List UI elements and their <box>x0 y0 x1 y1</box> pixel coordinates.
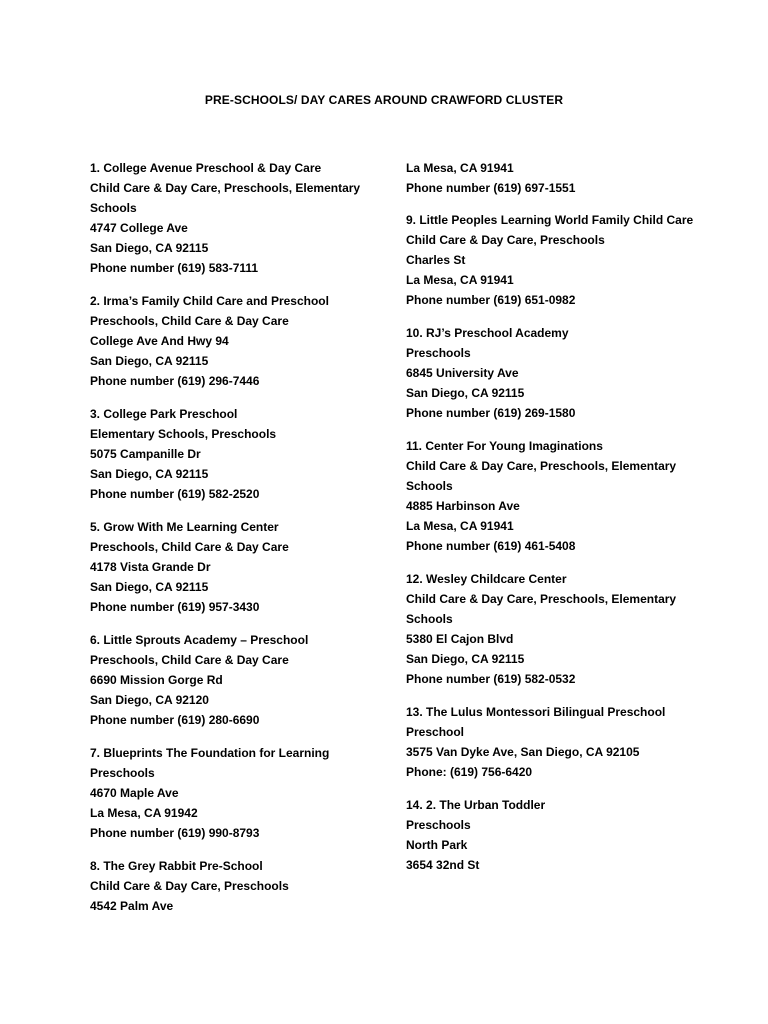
entry-name: 1. College Avenue Preschool & Day Care <box>90 161 322 175</box>
entry-phone: Phone number (619) 957-3430 <box>90 600 260 614</box>
entry-street: 4670 Maple Ave <box>90 786 179 800</box>
entry-street: 5075 Campanille Dr <box>90 447 201 461</box>
entry-street: 4885 Harbinson Ave <box>406 499 520 513</box>
entry-category: Preschools <box>406 818 471 832</box>
entry-category: Child Care & Day Care, Preschools <box>406 233 605 247</box>
entry-street: North Park <box>406 838 468 852</box>
entry-category: Preschool <box>406 725 465 739</box>
entry-category: Child Care & Day Care, Preschools, Elementary Schools <box>406 592 677 626</box>
entry-city: La Mesa, CA 91941 <box>406 161 514 175</box>
entry-phone: Phone number (619) 651-0982 <box>406 293 576 307</box>
entry-city: San Diego, CA 92115 <box>90 467 209 481</box>
entry-name: 2. Irma’s Family Child Care and Preschool <box>90 294 329 308</box>
entry-phone: Phone number (619) 697-1551 <box>406 181 576 195</box>
entry-name: 7. Blueprints The Foundation for Learning <box>90 746 330 760</box>
entry-category: Preschools, Child Care & Day Care <box>90 540 289 554</box>
entry-city: San Diego, CA 92115 <box>406 652 525 666</box>
entry-phone: Phone number (619) 280-6690 <box>90 713 260 727</box>
list-item <box>90 630 390 730</box>
entry-category: Preschools, Child Care & Day Care <box>90 314 289 328</box>
list-item <box>406 795 706 875</box>
list-item <box>406 436 706 556</box>
entry-street: 3575 Van Dyke Ave, San Diego, CA 92105 <box>406 745 640 759</box>
entry-phone: Phone number (619) 296-7446 <box>90 374 260 388</box>
entry-name: 8. The Grey Rabbit Pre-School <box>90 859 263 873</box>
list-item <box>406 323 706 423</box>
entry-city: La Mesa, CA 91941 <box>406 273 514 287</box>
entry-name: 5. Grow With Me Learning Center <box>90 520 279 534</box>
entry-phone: Phone: (619) 756-6420 <box>406 765 533 779</box>
entry-category: Child Care & Day Care, Preschools <box>90 879 289 893</box>
list-item <box>406 210 706 310</box>
list-item <box>90 856 390 916</box>
entry-street: 6690 Mission Gorge Rd <box>90 673 223 687</box>
entry-name: 3. College Park Preschool <box>90 407 238 421</box>
entry-city: La Mesa, CA 91941 <box>406 519 514 533</box>
entry-city: San Diego, CA 92115 <box>90 354 209 368</box>
entry-city: 3654 32nd St <box>406 858 480 872</box>
entry-street: College Ave And Hwy 94 <box>90 334 229 348</box>
entry-street: Charles St <box>406 253 466 267</box>
entry-category: Preschools <box>90 766 155 780</box>
list-item <box>90 404 390 504</box>
entry-name: 12. Wesley Childcare Center <box>406 572 567 586</box>
entry-street: 4178 Vista Grande Dr <box>90 560 211 574</box>
entry-phone: Phone number (619) 461-5408 <box>406 539 576 553</box>
entry-city: San Diego, CA 92120 <box>90 693 209 707</box>
entry-name: 11. Center For Young Imaginations <box>406 439 603 453</box>
entry-city: San Diego, CA 92115 <box>90 241 209 255</box>
entry-phone: Phone number (619) 582-0532 <box>406 672 576 686</box>
entry-name: 6. Little Sprouts Academy – Preschool <box>90 633 309 647</box>
list-item <box>406 569 706 689</box>
entry-category: Child Care & Day Care, Preschools, Elementary Schools <box>406 459 677 493</box>
entry-street: 4542 Palm Ave <box>90 899 174 913</box>
entry-phone: Phone number (619) 582-2520 <box>90 487 260 501</box>
list-item <box>90 743 390 843</box>
right-column <box>406 158 706 888</box>
list-item <box>90 291 390 391</box>
entry-category: Preschools <box>406 346 471 360</box>
entry-name: 13. The Lulus Montessori Bilingual Preschool <box>406 705 666 719</box>
left-column <box>90 158 390 929</box>
entry-city: San Diego, CA 92115 <box>90 580 209 594</box>
entry-category: Elementary Schools, Preschools <box>90 427 277 441</box>
entry-category: Child Care & Day Care, Preschools, Elementary Schools <box>90 181 361 215</box>
entry-phone: Phone number (619) 583-7111 <box>90 261 259 275</box>
entry-name: 10. RJ’s Preschool Academy <box>406 326 569 340</box>
entry-street: 4747 College Ave <box>90 221 188 235</box>
list-item <box>90 158 390 278</box>
entry-phone: Phone number (619) 990-8793 <box>90 826 260 840</box>
entry-name: 14. 2. The Urban Toddler <box>406 798 546 812</box>
entry-street: 5380 El Cajon Blvd <box>406 632 514 646</box>
entry-name: 9. Little Peoples Learning World Family Child Care <box>406 213 694 227</box>
entry-city: La Mesa, CA 91942 <box>90 806 198 820</box>
page-title: PRE-SCHOOLS/ DAY CARES AROUND CRAWFORD CLUSTER <box>204 93 564 107</box>
list-item-continuation <box>406 158 706 198</box>
list-item <box>406 702 706 782</box>
entry-street: 6845 University Ave <box>406 366 519 380</box>
entry-category: Preschools, Child Care & Day Care <box>90 653 289 667</box>
entry-phone: Phone number (619) 269-1580 <box>406 406 576 420</box>
list-item <box>90 517 390 617</box>
entry-city: San Diego, CA 92115 <box>406 386 525 400</box>
